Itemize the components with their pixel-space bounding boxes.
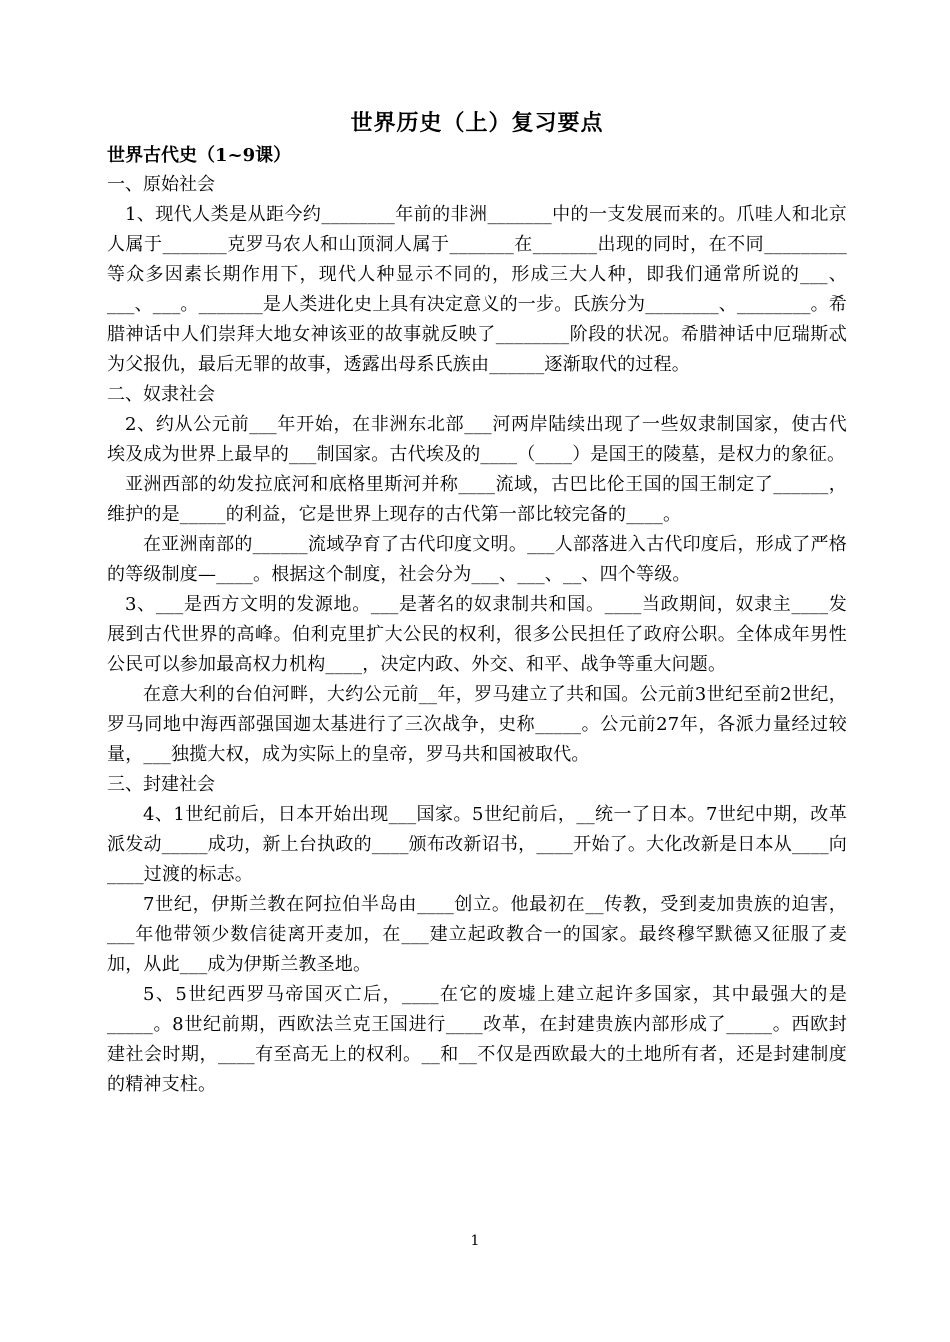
page-number: 1 (470, 1233, 480, 1249)
section-heading-slavery: 二、奴隶社会 (107, 384, 215, 405)
document-page (107, 108, 847, 1100)
paragraph-9: 5、5世纪西罗马帝国灭亡后，____在它的废墟上建立起许多国家，其中最强大的是_____。8世纪前期，西欧法兰克王国进行____改革，在封建贵族内部形成了_____。西欧封建社会时期，____有至高无上的权利。__和__不仅是西欧最大的土地所有者，还是封建制度的精神支柱。 (107, 984, 847, 1095)
paragraph-2: 2、约从公元前___年开始，在非洲东北部___河两岸陆续出现了一些奴隶制国家，使古代埃及成为世界上最早的___制国家。古代埃及的____（____）是国王的陵墓，是权力的象征。 (107, 414, 847, 465)
paragraph-7: 4、1世纪前后，日本开始出现___国家。5世纪前后，__统一了日本。7世纪中期，改革派发动_____成功，新上台执政的____颁布改新诏书，____开始了。大化改新是日本从____向____过渡的标志。 (107, 804, 847, 885)
document-subtitle: 世界古代史（1~9课） (107, 145, 292, 166)
paragraph-5: 3、___是西方文明的发源地。___是著名的奴隶制共和国。____当政期间，奴隶主____发展到古代世界的高峰。伯利克里扩大公民的权利，很多公民担任了政府公职。全体成年男性公民可以参加最高权力机构____，决定内政、外交、和平、战争等重大问题。 (107, 594, 847, 675)
paragraph-3: 亚洲西部的幼发拉底河和底格里斯河并称____流域，古巴比伦王国的国王制定了______，维护的是_____的利益，它是世界上现存的古代第一部比较完备的____。 (107, 474, 847, 525)
paragraph-4: 在亚洲南部的______流域孕育了古代印度文明。___人部落进入古代印度后，形成了严格的等级制度—____。根据这个制度，社会分为___、___、__、四个等级。 (107, 534, 847, 585)
section-heading-primitive: 一、原始社会 (107, 174, 215, 195)
paragraph-8: 7世纪，伊斯兰教在阿拉伯半岛由____创立。他最初在__传教，受到麦加贵族的迫害，___年他带领少数信徒离开麦加，在___建立起政教合一的国家。最终穆罕默德又征服了麦加，从此___成为伊斯兰教圣地。 (107, 894, 847, 975)
paragraph-6: 在意大利的台伯河畔，大约公元前__年，罗马建立了共和国。公元前3世纪至前2世纪，罗马同地中海西部强国迦太基进行了三次战争，史称_____。公元前27年，各派力量经过较量，___独揽大权，成为实际上的皇帝，罗马共和国被取代。 (107, 684, 847, 765)
paragraph-1: 1、现代人类是从距今约________年前的非洲_______中的一支发展而来的。爪哇人和北京人属于_______克罗马农人和山顶洞人属于_______在_______出现的同时，在不同_________等众多因素长期作用下，现代人种显示不同的，形成三大人种，即我们通常所说的___、___、___。_______是人类进化史上具有决定意义的一步。氏族分为________、________。希腊神话中人们崇拜大地女神该亚的故事就反映了________阶段的状况。希腊神话中厄瑞斯忒为父报仇，最后无罪的故事，透露出母系氏族由______逐渐取代的过程。 (107, 204, 847, 375)
document-title: 世界历史（上）复习要点 (350, 110, 604, 136)
section-heading-feudal: 三、封建社会 (107, 774, 215, 795)
